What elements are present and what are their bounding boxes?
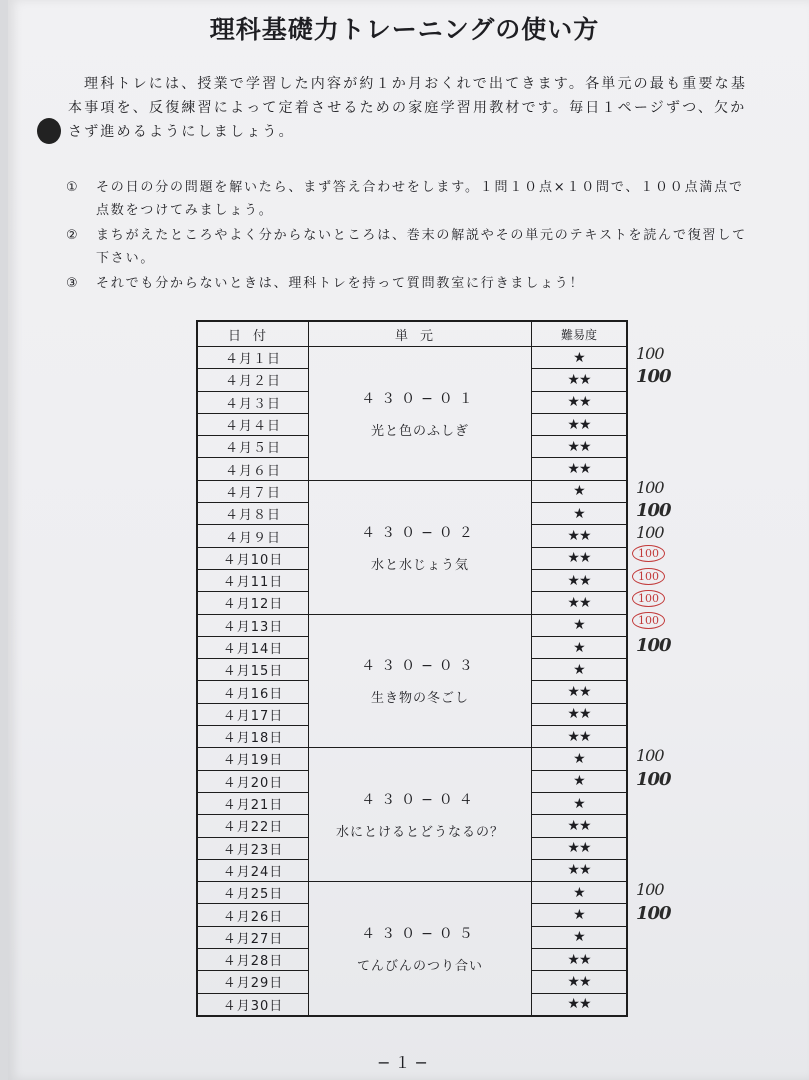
- date-cell: ４月27日: [197, 926, 309, 948]
- date-cell: ４月22日: [197, 815, 309, 837]
- score-mark: 100: [636, 344, 664, 363]
- date-cell: ４月５日: [197, 436, 309, 458]
- date-cell: ４月19日: [197, 748, 309, 770]
- difficulty-stars: ★★: [531, 592, 627, 614]
- unit-code: ４３０−０４: [361, 792, 479, 809]
- unit-code: ４３０−０５: [361, 926, 479, 943]
- date-cell: ４月24日: [197, 859, 309, 881]
- difficulty-stars: ★: [531, 748, 627, 770]
- date-cell: ４月10日: [197, 547, 309, 569]
- unit-code: ４３０−０２: [361, 524, 479, 541]
- difficulty-stars: ★★: [531, 547, 627, 569]
- schedule-table: [196, 320, 628, 1017]
- unit-code: ４３０−０１: [361, 390, 479, 407]
- date-column-header: 日付: [197, 321, 309, 347]
- difficulty-stars: ★: [531, 503, 627, 525]
- difficulty-column-header: 難易度: [531, 321, 627, 347]
- date-cell: ４月１日: [197, 347, 309, 369]
- page-number: −１−: [377, 1053, 432, 1072]
- difficulty-stars: ★: [531, 882, 627, 904]
- score-mark: 100: [636, 902, 671, 924]
- usage-steps: [66, 176, 756, 297]
- date-cell: ４月９日: [197, 525, 309, 547]
- difficulty-stars: ★★: [531, 681, 627, 703]
- unit-name: 生き物の冬ごし: [370, 691, 469, 707]
- difficulty-stars: ★★: [531, 458, 627, 480]
- difficulty-stars: ★★: [531, 815, 627, 837]
- date-cell: ４月12日: [197, 592, 309, 614]
- difficulty-stars: ★★: [531, 971, 627, 993]
- score-mark: 100: [636, 478, 664, 498]
- date-cell: ４月４日: [197, 413, 309, 435]
- date-cell: ４月17日: [197, 703, 309, 725]
- difficulty-stars: ★: [531, 770, 627, 792]
- date-cell: ４月16日: [197, 681, 309, 703]
- table-row: [197, 347, 627, 369]
- page-title: 理科基礎力トレーニングの使い方: [209, 15, 600, 44]
- date-cell: ４月21日: [197, 792, 309, 814]
- score-mark: 100: [632, 590, 665, 607]
- score-mark: 100: [636, 500, 671, 522]
- score-mark: 100: [632, 568, 665, 585]
- date-cell: ４月20日: [197, 770, 309, 792]
- date-cell: ４月29日: [197, 971, 309, 993]
- score-mark: 100: [636, 366, 671, 388]
- date-cell: ４月８日: [197, 503, 309, 525]
- difficulty-stars: ★: [531, 636, 627, 658]
- table-row: [197, 480, 627, 502]
- score-mark: 100: [636, 634, 671, 656]
- difficulty-stars: ★★: [531, 859, 627, 881]
- step-1: [66, 176, 756, 222]
- intro-paragraph: [68, 72, 758, 144]
- table-header-row: [197, 321, 627, 347]
- difficulty-stars: ★★: [531, 837, 627, 859]
- unit-cell: [309, 614, 532, 748]
- date-cell: ４月14日: [197, 636, 309, 658]
- difficulty-stars: ★★: [531, 703, 627, 725]
- date-cell: ４月18日: [197, 726, 309, 748]
- difficulty-stars: ★: [531, 347, 627, 369]
- table-row: [197, 882, 627, 904]
- step-text: それでも分からないときは、理科トレを持って質問教室に行きましょう！: [96, 276, 585, 291]
- punch-hole: [37, 118, 61, 144]
- step-text: まちがえたところやよく分からないところは、巻末の解説やその単元のテキストを読んで復習して下さい。: [96, 228, 747, 266]
- step-number: ①: [66, 180, 80, 195]
- date-cell: ４月30日: [197, 993, 309, 1016]
- date-cell: ４月２日: [197, 369, 309, 391]
- unit-name: 水と水じょう気: [370, 557, 469, 573]
- unit-cell: [309, 347, 532, 481]
- difficulty-stars: ★★: [531, 525, 627, 547]
- score-mark: 100: [636, 522, 664, 542]
- unit-name: 光と色のふしぎ: [370, 423, 469, 439]
- date-cell: ４月11日: [197, 569, 309, 591]
- table-row: [197, 614, 627, 636]
- difficulty-stars: ★★: [531, 726, 627, 748]
- unit-code: ４３０−０３: [361, 658, 479, 675]
- difficulty-stars: ★: [531, 926, 627, 948]
- date-cell: ４月26日: [197, 904, 309, 926]
- difficulty-stars: ★★: [531, 369, 627, 391]
- unit-column-header: 単元: [309, 321, 532, 347]
- intro-text: 理科トレには、授業で学習した内容が約１か月おくれで出てきます。各単元の最も重要な基本事項を、反復練習によって定着させるための家庭学習用教材です。毎日１ページずつ、欠かさず進めるようにしましょう。: [68, 76, 748, 140]
- step-2: [66, 224, 756, 270]
- date-cell: ４月23日: [197, 837, 309, 859]
- date-cell: ４月７日: [197, 480, 309, 502]
- date-cell: ４月28日: [197, 949, 309, 971]
- difficulty-stars: ★★: [531, 993, 627, 1016]
- difficulty-stars: ★: [531, 614, 627, 636]
- step-text: その日の分の問題を解いたら、まず答え合わせをします。１問１０点×１０問で、１００点満点で点数をつけてみましょう。: [96, 180, 744, 218]
- difficulty-stars: ★★: [531, 391, 627, 413]
- date-cell: ４月25日: [197, 882, 309, 904]
- difficulty-stars: ★★: [531, 949, 627, 971]
- unit-cell: [309, 882, 532, 1016]
- date-cell: ４月15日: [197, 659, 309, 681]
- score-mark: 100: [636, 768, 671, 790]
- difficulty-stars: ★: [531, 480, 627, 502]
- step-number: ②: [66, 228, 80, 243]
- difficulty-stars: ★: [531, 904, 627, 926]
- score-mark: 100: [632, 545, 665, 562]
- unit-name: てんびんのつり合い: [356, 959, 483, 975]
- step-number: ③: [66, 276, 80, 291]
- difficulty-stars: ★: [531, 659, 627, 681]
- difficulty-stars: ★★: [531, 436, 627, 458]
- unit-cell: [309, 748, 532, 882]
- step-3: [66, 272, 756, 295]
- date-cell: ４月13日: [197, 614, 309, 636]
- difficulty-stars: ★★: [531, 413, 627, 435]
- score-mark: 100: [636, 746, 664, 766]
- unit-cell: [309, 480, 532, 614]
- difficulty-stars: ★: [531, 792, 627, 814]
- difficulty-stars: ★★: [531, 569, 627, 591]
- schedule-body: [197, 347, 627, 1016]
- date-cell: ４月３日: [197, 391, 309, 413]
- table-row: [197, 748, 627, 770]
- unit-name: 水にとけるとどうなるの？: [335, 825, 504, 841]
- score-mark: 100: [636, 880, 664, 900]
- score-mark: 100: [632, 612, 665, 629]
- date-cell: ４月６日: [197, 458, 309, 480]
